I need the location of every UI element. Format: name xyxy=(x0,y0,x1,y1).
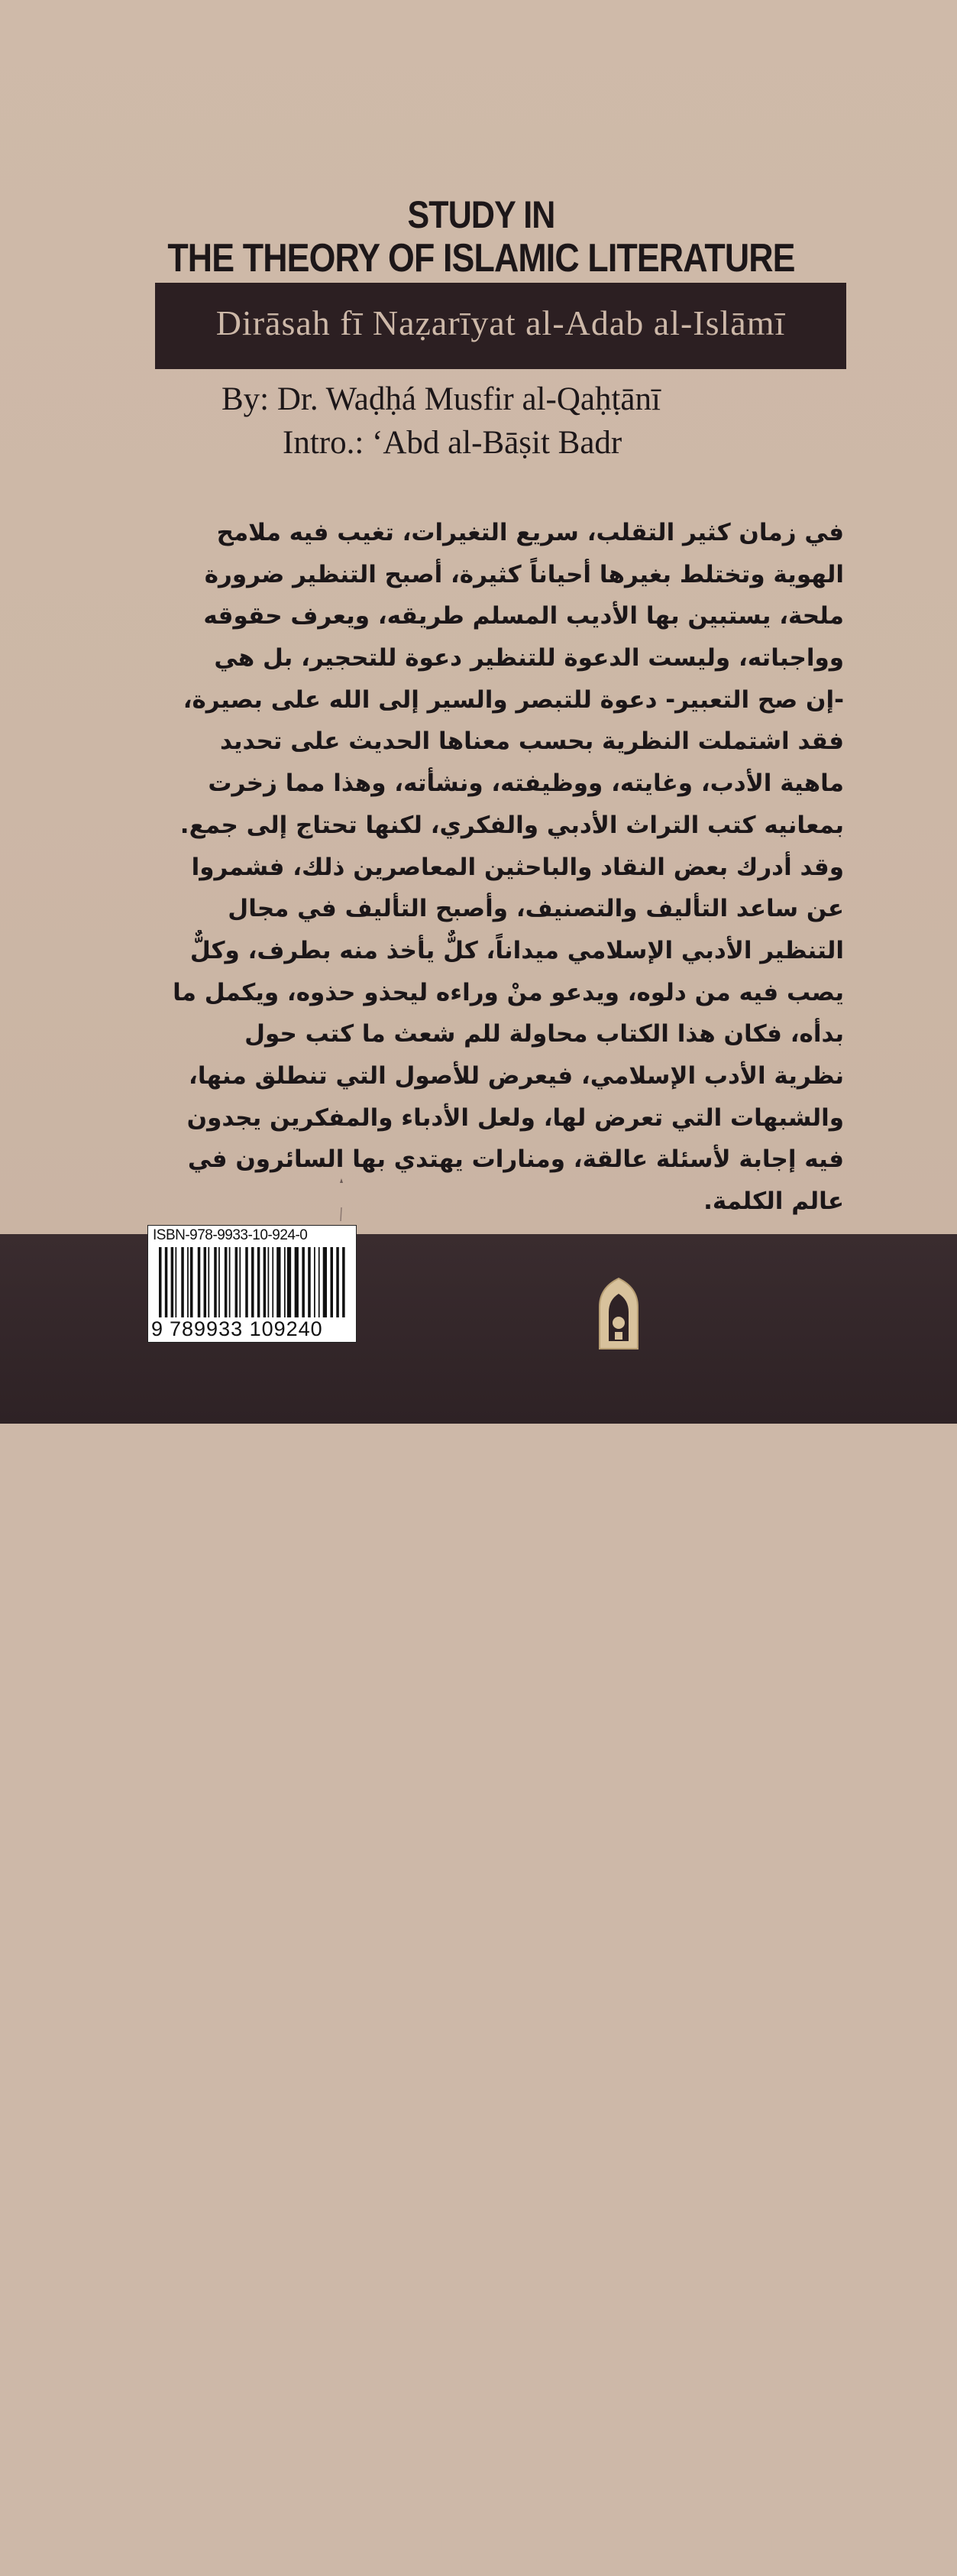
blurb-line: الهوية وتختلط بغيرها أحياناً كثيرة، أصبح التنظير ضرورة xyxy=(204,560,844,588)
title-line-2: THE THEORY OF ISLAMIC LITERATURE xyxy=(167,236,795,280)
blurb-line: في زمان كثير التقلب، سريع التغيرات، تغيب فيه ملامح xyxy=(216,519,844,546)
barcode-bar xyxy=(263,1247,267,1317)
barcode-bar xyxy=(318,1247,320,1317)
blurb-line: -إن صح التعبير- دعوة للتبصر والسير إلى الله على بصيرة، xyxy=(183,685,844,714)
barcode-bar xyxy=(272,1247,273,1317)
blurb-line: ماهية الأدب، وغايته، ووظيفته، ونشأته، وهذا مما زخرت xyxy=(208,770,844,798)
blurb-line: ملحة، يستبين بها الأديب المسلم طريقه، ويعرف حقوقه xyxy=(203,602,844,630)
barcode-bar xyxy=(165,1247,168,1317)
blurb-line: نظرية الأدب الإسلامي، فيعرض للأصول التي تنطلق منها، xyxy=(189,1061,844,1090)
barcode-bar xyxy=(257,1247,260,1317)
barcode-bar xyxy=(323,1247,327,1317)
barcode-bar xyxy=(251,1247,254,1317)
byline-intro: Intro.: ‘Abd al-Bāṣit Badr xyxy=(283,425,622,461)
barcode-bar xyxy=(295,1247,299,1317)
publisher-beirut xyxy=(360,2533,573,2576)
barcode-bar xyxy=(245,1247,248,1317)
barcode-bar xyxy=(235,1247,238,1317)
barcode-bar xyxy=(308,1247,311,1317)
blurb-line: بدأه، فكان هذا الكتاب محاولة للم شعث ما كتب حول xyxy=(244,1020,844,1048)
isbn-barcode xyxy=(147,1225,357,1343)
barcode-bar xyxy=(204,1247,207,1317)
publisher-beirut-name: دار الفكر المعاصر xyxy=(360,2533,573,2562)
smudge-mark xyxy=(336,1177,347,1223)
blurb-line: والشبهات التي تعرض لها، ولعل الأدباء والمفكرين يجدون xyxy=(186,1103,844,1132)
blurb-line: عن ساعد التأليف والتصنيف، وأصبح التأليف في مجال xyxy=(228,895,844,923)
blurb-line: يصب فيه من دلوه، ويدعو منْ وراءه ليحذو حذوه، ويكمل ما xyxy=(173,978,844,1006)
barcode-bars xyxy=(159,1247,345,1317)
barcode-bar xyxy=(276,1247,280,1317)
publisher-damascus xyxy=(687,2533,855,2576)
barcode-bar xyxy=(171,1247,174,1317)
blurb-line: وقد أدرك بعض النقاد والباحثين المعاصرين ذلك، فشمروا xyxy=(191,853,844,881)
barcode-bar xyxy=(218,1247,220,1317)
blurb-line: عالم الكلمة. xyxy=(703,1188,844,1215)
title-line-1: STUDY IN xyxy=(407,193,555,236)
blurb-line: فيه إجابة لأسئلة عالقة، ومنارات يهتدي بها السائرون في xyxy=(187,1145,844,1174)
isbn-label: ISBN-978-9933-10-924-0 xyxy=(153,1227,308,1243)
barcode-bar xyxy=(268,1247,270,1317)
byline-author: By: Dr. Waḍḥá Musfir al-Qaḥṭānī xyxy=(221,381,661,417)
publisher-damascus-name: دار الفكر xyxy=(717,2533,826,2562)
transliterated-title: Dirāsah fī Naẓarīyat al-Adab al-Islāmī xyxy=(215,303,786,342)
barcode-bar xyxy=(336,1247,339,1317)
publisher-beirut-location: بيروت - لبنان xyxy=(451,2564,511,2576)
blurb-line: التنظير الأدبي الإسلامي ميداناً، كلٌّ يأخذ منه بطرف، وكلٌّ xyxy=(189,936,844,964)
transliterated-title-band xyxy=(155,283,846,369)
barcode-digits xyxy=(151,1317,353,1341)
barcode-number: 789933 109240 xyxy=(170,1317,323,1340)
barcode-bar xyxy=(208,1247,209,1317)
arabic-blurb xyxy=(157,512,844,1223)
publisher-bar xyxy=(0,1234,957,2576)
barcode-bar xyxy=(342,1247,345,1317)
barcode-bar xyxy=(225,1247,228,1317)
barcode-bar xyxy=(175,1247,176,1317)
barcode-bar xyxy=(187,1247,189,1317)
barcode-bar xyxy=(181,1247,184,1317)
dar-al-fikr-logo-icon xyxy=(592,1272,645,1356)
barcode-bar xyxy=(229,1247,231,1317)
barcode-bar xyxy=(284,1247,286,1317)
barcode-bar xyxy=(330,1247,333,1317)
blurb-line: فقد اشتملت النظرية بحسب معناها الحديث على تحديد xyxy=(220,727,844,756)
barcode-bar xyxy=(239,1247,241,1317)
publisher-damascus-location: دمشق - سورية xyxy=(737,2564,806,2576)
barcode-lead-digit: 9 xyxy=(151,1317,164,1340)
barcode-bar xyxy=(314,1247,315,1317)
barcode-bar xyxy=(302,1247,305,1317)
barcode-bar xyxy=(190,1247,193,1317)
barcode-bar xyxy=(159,1247,162,1317)
barcode-bar xyxy=(214,1247,217,1317)
blurb-line: بمعانيه كتب التراث الأدبي والفكري، لكنها تحتاج إلى جمع. xyxy=(179,811,844,839)
barcode-bar xyxy=(198,1247,201,1317)
barcode-bar xyxy=(287,1247,291,1317)
blurb-line: وواجباته، وليست الدعوة للتنظير دعوة للتحجير، بل هي xyxy=(214,644,844,672)
